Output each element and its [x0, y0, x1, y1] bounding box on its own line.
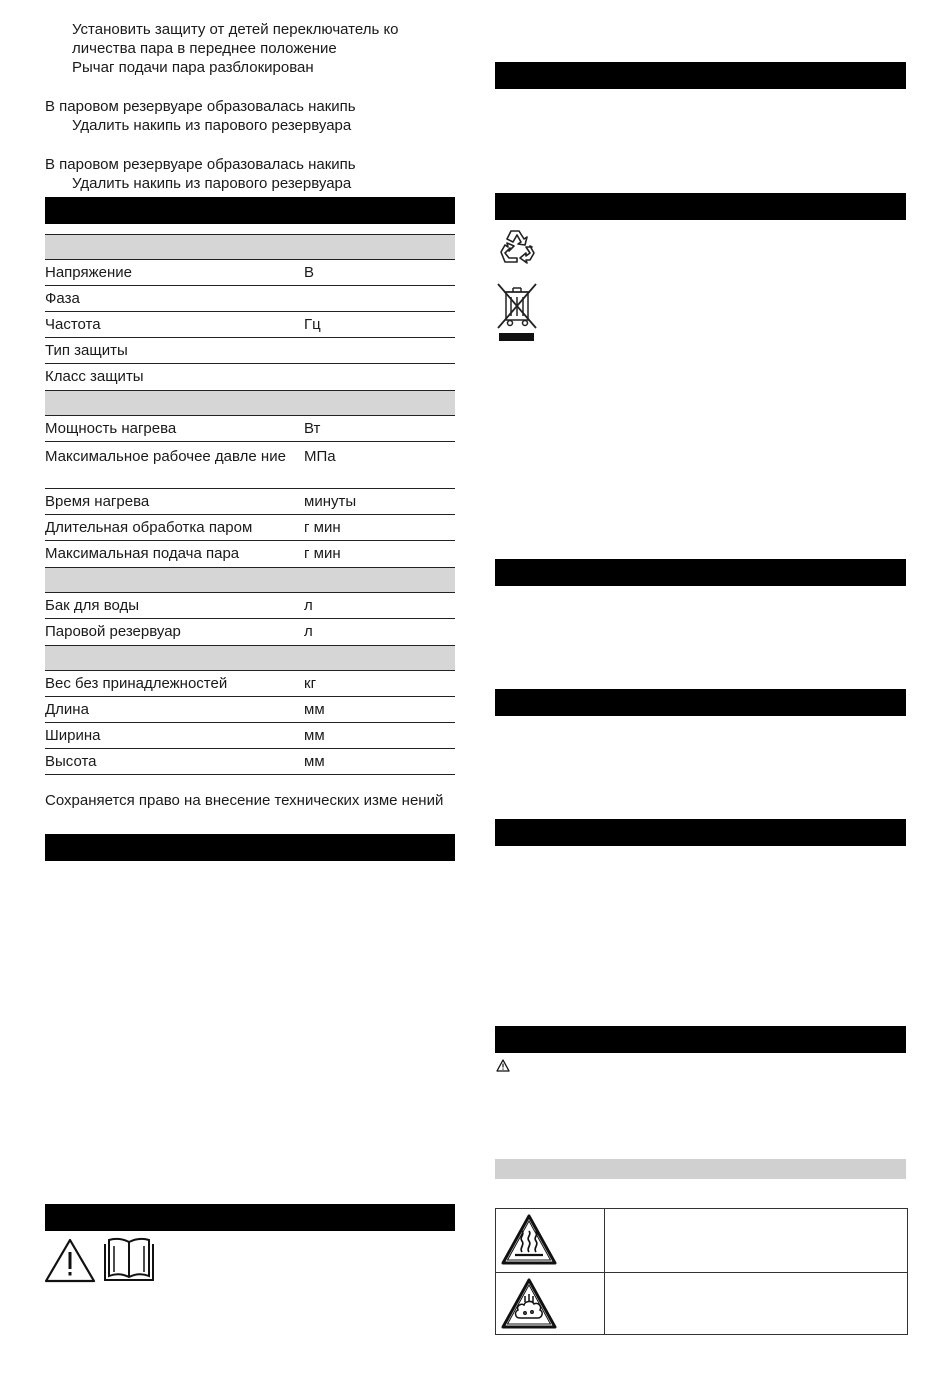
row-label: Мощность нагрева	[45, 420, 177, 437]
section-header-bar	[45, 1204, 455, 1231]
row-label: Класс защиты	[45, 368, 144, 385]
recycle-icon	[497, 226, 537, 266]
problem-text-1: В паровом резервуаре образовалась накипь	[45, 98, 356, 115]
row-label: Время нагрева	[45, 493, 150, 510]
row-unit: л	[304, 597, 313, 614]
section-header-bar	[495, 559, 906, 586]
table-row	[45, 749, 455, 775]
row-label: Максимальное рабочее давле ние	[45, 448, 286, 465]
hot-surface-icon	[501, 1214, 557, 1266]
table-row	[45, 416, 455, 442]
row-unit	[304, 338, 455, 363]
row-label: Длина	[45, 701, 89, 718]
row-label: Высота	[45, 753, 97, 770]
row-label: Максимальная подача пара	[45, 545, 240, 562]
table-group-row	[45, 234, 455, 260]
section-header-bar	[495, 62, 906, 89]
table-row	[45, 364, 455, 390]
row-label: Фаза	[45, 290, 80, 307]
table-row	[45, 671, 455, 697]
row-unit: г мин	[304, 519, 341, 536]
row-unit: минуты	[304, 493, 357, 510]
table-group-row	[45, 567, 455, 593]
section-header-bar	[45, 834, 455, 861]
section-header-bar	[495, 819, 906, 846]
instruction-line-2: личества пара в переднее положение	[72, 40, 337, 57]
warning-triangle-icon	[44, 1238, 96, 1283]
row-unit: л	[304, 623, 313, 640]
row-label: Тип защиты	[45, 342, 128, 359]
table-row	[45, 697, 455, 723]
row-unit: г мин	[304, 545, 341, 562]
table-group-row	[45, 645, 455, 671]
row-label: Ширина	[45, 727, 101, 744]
row-unit: МПа	[304, 448, 336, 465]
problem-text-2: В паровом резервуаре образовалась накипь	[45, 156, 356, 173]
technical-changes-note: Сохраняется право на внесение технических изме нений	[45, 792, 444, 809]
row-label: Частота	[45, 316, 101, 333]
symbols-table	[495, 1208, 908, 1335]
row-unit: Гц	[304, 316, 321, 333]
solution-text-1: Удалить накипь из парового резервуара	[72, 117, 352, 134]
row-label: Бак для воды	[45, 597, 140, 614]
table-row	[45, 489, 455, 515]
section-header-bar-specs	[45, 197, 455, 224]
row-unit: мм	[304, 727, 325, 744]
row-unit: кг	[304, 675, 317, 692]
manual-book-icon	[102, 1236, 156, 1284]
row-label: Вес без принадлежностей	[45, 675, 228, 692]
table-row	[45, 338, 455, 364]
section-header-bar-safety	[495, 1026, 906, 1053]
row-unit	[304, 364, 455, 390]
section-header-bar-environment	[495, 193, 906, 220]
table-row	[45, 286, 455, 312]
table-row	[45, 260, 455, 286]
technical-data-table	[45, 234, 455, 775]
instruction-line-3: Рычаг подачи пара разблокирован	[72, 59, 314, 76]
row-label: Длительная обработка паром	[45, 519, 253, 536]
crossed-bin-icon	[496, 283, 538, 343]
instruction-line-1: Установить защиту от детей переключатель ко	[72, 21, 399, 38]
small-warning-icon	[496, 1059, 510, 1072]
table-row-divider	[496, 1272, 907, 1273]
row-unit: мм	[304, 753, 325, 770]
table-row	[45, 541, 455, 567]
row-unit	[304, 286, 455, 311]
table-row	[45, 442, 455, 489]
solution-text-2: Удалить накипь из парового резервуара	[72, 175, 352, 192]
subsection-gray-bar	[495, 1159, 906, 1179]
table-row	[45, 515, 455, 541]
steam-icon	[501, 1278, 557, 1330]
table-row	[45, 312, 455, 338]
table-row	[45, 619, 455, 645]
table-row	[45, 593, 455, 619]
row-unit: В	[304, 264, 315, 281]
row-unit: Вт	[304, 420, 321, 437]
row-label: Паровой резервуар	[45, 623, 181, 640]
row-label: Напряжение	[45, 264, 132, 281]
section-header-bar	[495, 689, 906, 716]
row-unit: мм	[304, 701, 325, 718]
table-row	[45, 723, 455, 749]
table-group-row	[45, 390, 455, 416]
